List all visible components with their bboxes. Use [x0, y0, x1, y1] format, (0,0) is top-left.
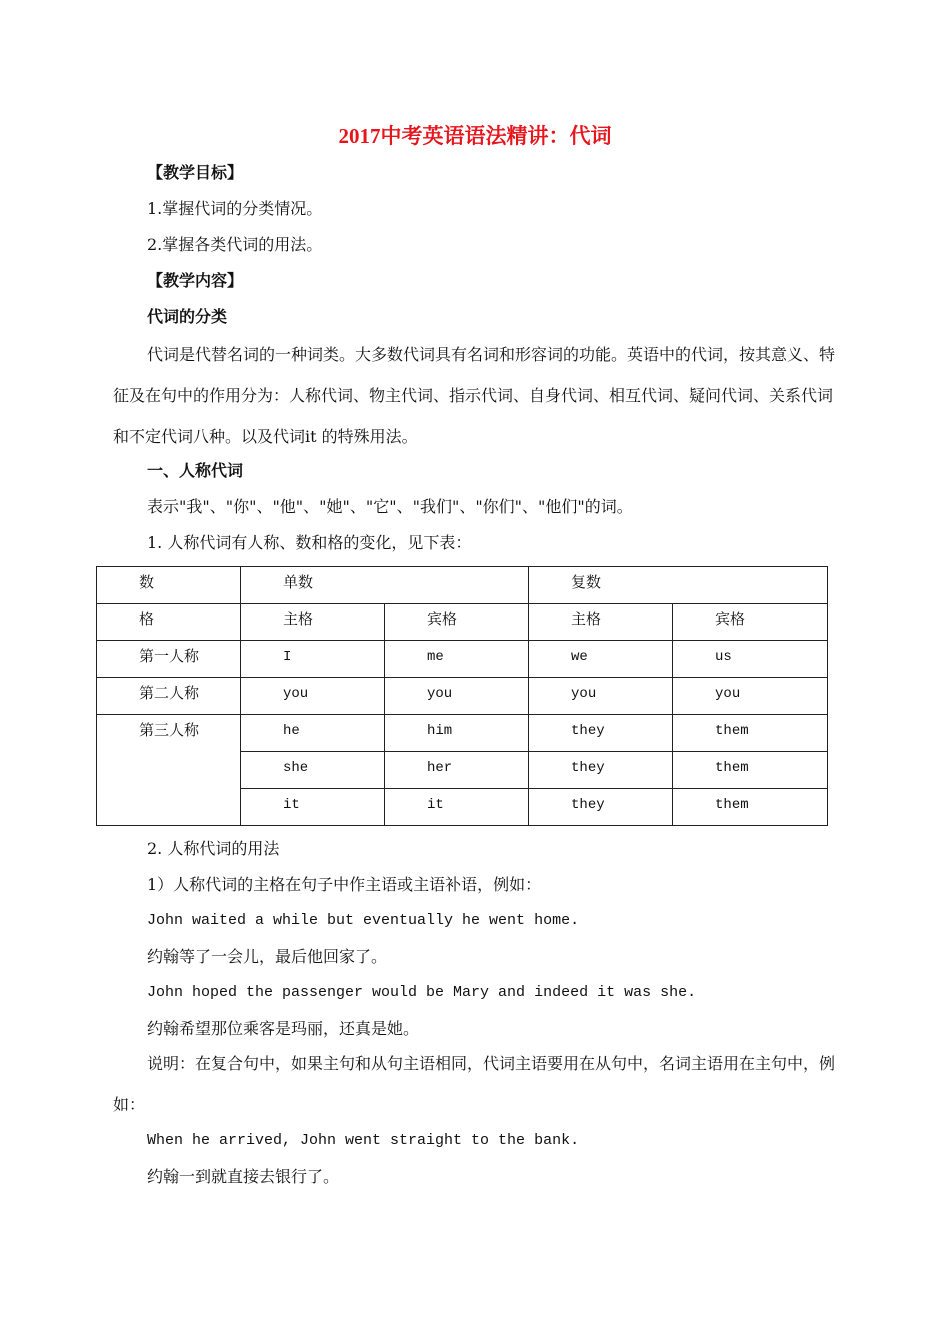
note-paragraph-text: 说明：在复合句中，如果主句和从句主语相同，代词主语要用在从句中，名词主语用在主句中，例如： [113, 1054, 836, 1114]
table-cell: we [529, 641, 673, 678]
intro-paragraph [113, 334, 848, 457]
table-cell: her [385, 752, 529, 789]
table-cell: you [241, 678, 385, 715]
table-cell: them [673, 752, 828, 789]
table-cell: you [673, 678, 828, 715]
example-3-english: When he arrived, John went straight to the bank. [147, 1132, 580, 1149]
table-cell-person: 第三人称 [97, 715, 241, 826]
table-cell: I [241, 641, 385, 678]
goal-item-1: 1.掌握代词的分类情况。 [147, 199, 323, 218]
subheading-classification: 代词的分类 [147, 307, 228, 326]
table-header-case: 格 [97, 604, 241, 641]
table-cell: they [529, 752, 673, 789]
table-cell: it [241, 789, 385, 826]
usage-rule-1: 1）人称代词的主格在句子中作主语或主语补语，例如： [147, 875, 542, 894]
section-heading-content: 【教学内容】 [147, 271, 244, 290]
goal-item-2: 2.掌握各类代词的用法。 [147, 235, 323, 254]
table-cell: he [241, 715, 385, 752]
table-header-objective-singular: 宾格 [385, 604, 529, 641]
table-cell: you [529, 678, 673, 715]
page-title: 2017中考英语语法精讲：代词 [338, 124, 612, 148]
table-cell: they [529, 715, 673, 752]
section-heading-goals: 【教学目标】 [147, 163, 244, 182]
table-cell: she [241, 752, 385, 789]
table-cell: it [385, 789, 529, 826]
personal-pronoun-description: 表示"我"、"你"、"他"、"她"、"它"、"我们"、"你们"、"他们"的词。 [147, 497, 633, 516]
table-header-nominative-singular: 主格 [241, 604, 385, 641]
table-row [97, 567, 828, 604]
table-header-number: 数 [97, 567, 241, 604]
table-cell: him [385, 715, 529, 752]
table-header-plural: 复数 [529, 567, 828, 604]
table-cell: they [529, 789, 673, 826]
table-cell: you [385, 678, 529, 715]
table-cell: us [673, 641, 828, 678]
intro-paragraph-text: 代词是代替名词的一种词类。大多数代词具有名词和形容词的功能。英语中的代词，按其意义、特征及在句中的作用分为：人称代词、物主代词、指示代词、自身代词、相互代词、疑问代词、关系代词和不定代词八种。以及代词it 的特殊用法。 [113, 345, 836, 446]
personal-pronoun-table [96, 566, 828, 826]
table-row [97, 678, 828, 715]
table-header-nominative-plural: 主格 [529, 604, 673, 641]
table-cell: them [673, 789, 828, 826]
table-row [97, 641, 828, 678]
table-header-singular: 单数 [241, 567, 529, 604]
table-cell: me [385, 641, 529, 678]
example-1-english: John waited a while but eventually he went home. [147, 912, 580, 929]
example-2-english: John hoped the passenger would be Mary and indeed it was she. [147, 984, 697, 1001]
table-cell: them [673, 715, 828, 752]
table-row [97, 604, 828, 641]
table-cell-person: 第一人称 [97, 641, 241, 678]
table-header-objective-plural: 宾格 [673, 604, 828, 641]
example-1-chinese: 约翰等了一会儿，最后他回家了。 [147, 947, 388, 966]
note-paragraph [113, 1043, 848, 1125]
usage-heading: 2. 人称代词的用法 [147, 839, 280, 858]
heading-personal-pronouns: 一、人称代词 [147, 461, 244, 480]
example-2-chinese: 约翰希望那位乘客是玛丽，还真是她。 [147, 1019, 420, 1038]
table-cell-person: 第二人称 [97, 678, 241, 715]
table-intro: 1. 人称代词有人称、数和格的变化，见下表： [147, 533, 472, 552]
table-row [97, 715, 828, 752]
example-3-chinese: 约翰一到就直接去银行了。 [147, 1167, 340, 1186]
